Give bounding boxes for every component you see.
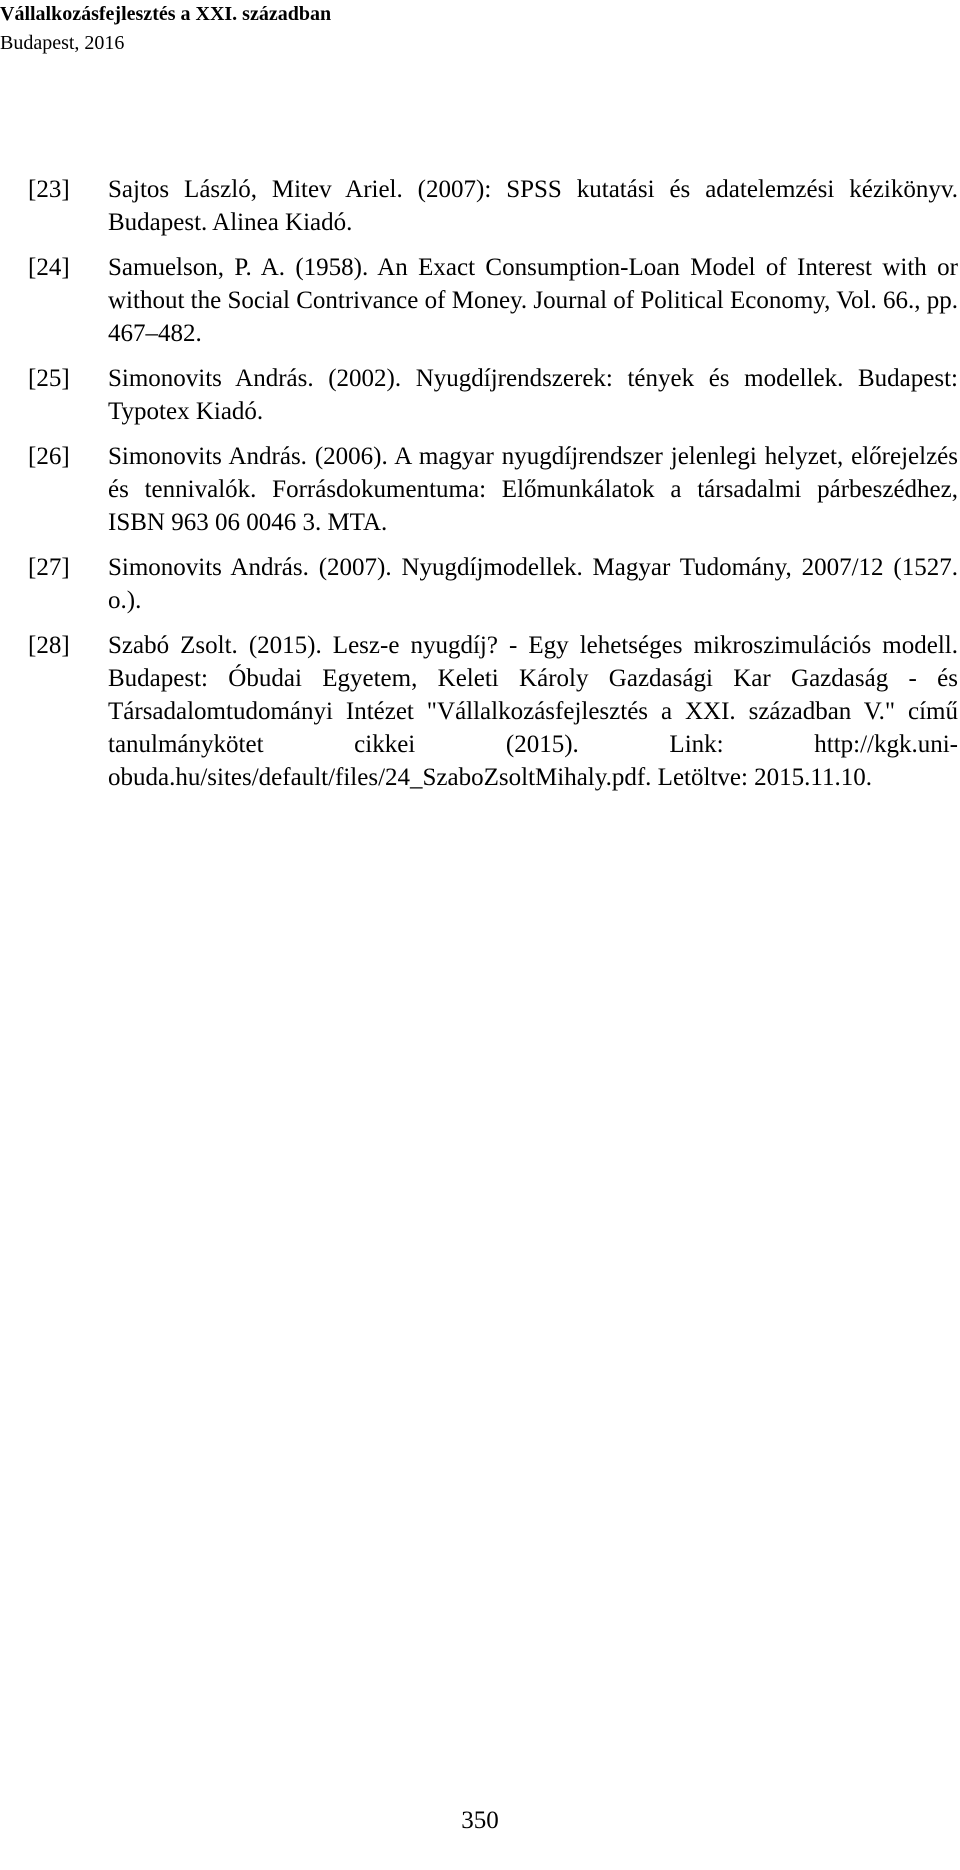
reference-number: [28] (28, 632, 70, 659)
reference-number: [25] (28, 365, 70, 392)
reference-number: [26] (28, 443, 70, 470)
reference-text: Sajtos László, Mitev Ariel. (2007): SPSS kutatási és adatelemzési kézikönyv. Budapest. Alinea Kiadó. (108, 176, 958, 236)
reference-number: [24] (28, 254, 70, 281)
reference-item (28, 440, 958, 539)
page-header (0, 0, 331, 58)
reference-list (28, 173, 958, 806)
reference-item (28, 551, 958, 617)
reference-item (28, 362, 958, 428)
reference-text: Simonovits András. (2002). Nyugdíjrendszerek: tények és modellek. Budapest: Typotex Kiadó. (108, 365, 958, 425)
header-date: Budapest, 2016 (0, 32, 125, 54)
reference-number: [23] (28, 176, 70, 203)
reference-item (28, 173, 958, 239)
reference-number: [27] (28, 554, 70, 581)
reference-text: Simonovits András. (2006). A magyar nyugdíjrendszer jelenlegi helyzet, előrejelzés és tennivalók. Forrásdokumentuma: Előmunkálatok a társadalmi párbeszédhez, ISBN 963 06 0046 3. MTA. (108, 443, 958, 536)
reference-item (28, 251, 958, 350)
reference-text: Simonovits András. (2007). Nyugdíjmodellek. Magyar Tudomány, 2007/12 (1527. o.). (108, 554, 958, 614)
page-number: 350 (461, 1807, 499, 1834)
reference-text: Samuelson, P. A. (1958). An Exact Consumption-Loan Model of Interest with or without the Social Contrivance of Money. Journal of Political Economy, Vol. 66., pp. 467–482. (108, 254, 958, 347)
header-title: Vállalkozásfejlesztés a XXI. században (0, 3, 332, 25)
reference-item (28, 629, 958, 794)
reference-text: Szabó Zsolt. (2015). Lesz-e nyugdíj? - Egy lehetséges mikroszimulációs modell. Budapest: Óbudai Egyetem, Keleti Károly Gazdasági Kar Gazdaság - és Társadalomtudományi Intézet "Vállalkozásfejlesztés a XXI. században V." című tanulmánykötet cikkei (2015). Link: http://kgk.uni-obuda.hu/sites/default/files/24_SzaboZsoltMihaly.pdf. Letöltve: 2015.11.10. (108, 632, 958, 791)
